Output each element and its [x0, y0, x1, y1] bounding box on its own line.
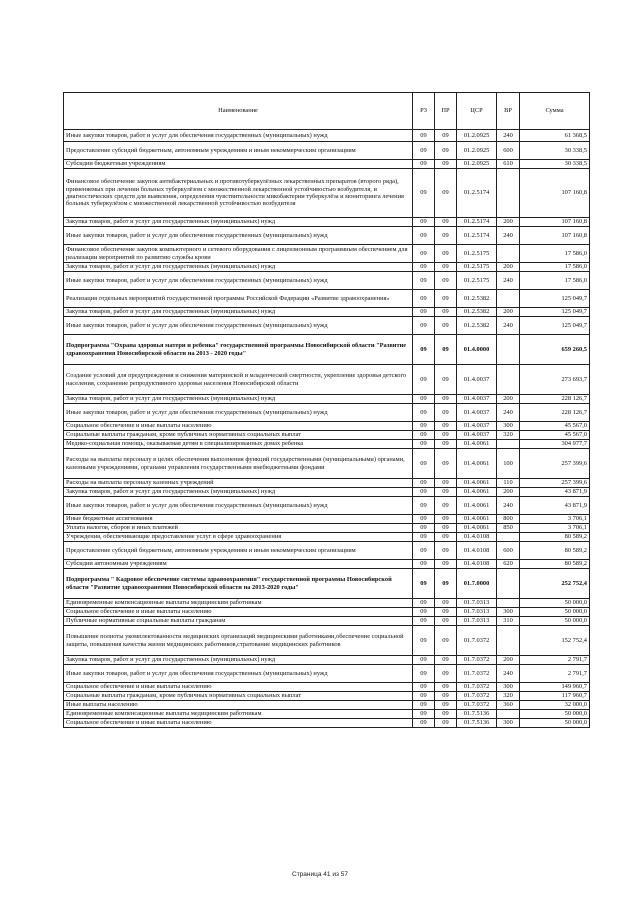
cell-vr: 600 — [497, 142, 520, 160]
cell-sum: 2 791,7 — [520, 656, 590, 665]
cell-sum: 50 000,0 — [520, 617, 590, 626]
cell-rz: 09 — [413, 160, 435, 169]
cell-rz: 09 — [413, 365, 435, 395]
cell-pr: 09 — [435, 692, 457, 701]
cell-csr: 01.2.0925 — [457, 130, 497, 142]
cell-pr: 09 — [435, 617, 457, 626]
cell-vr: 300 — [497, 608, 520, 617]
cell-vr: 850 — [497, 524, 520, 533]
page-number: Страница 41 из 57 — [292, 871, 348, 878]
cell-rz: 09 — [413, 440, 435, 449]
cell-rz: 09 — [413, 599, 435, 608]
cell-vr — [497, 710, 520, 719]
cell-vr: 320 — [497, 431, 520, 440]
cell-csr: 01.4.0061 — [457, 440, 497, 449]
cell-vr: 600 — [497, 542, 520, 560]
cell-csr: 01.4.0108 — [457, 533, 497, 542]
cell-name: Подпрограмма " Кадровое обеспечение системы здравоохранения" государственной программы Новосибирской области "Развитие здравоохранения Новосибирской области на 2013-2020 годы" — [64, 569, 413, 599]
cell-rz: 09 — [413, 335, 435, 365]
cell-vr — [497, 599, 520, 608]
table-row — [64, 599, 590, 608]
cell-vr — [497, 626, 520, 656]
cell-pr: 09 — [435, 169, 457, 218]
header-rz: РЗ — [413, 93, 435, 130]
cell-pr: 09 — [435, 665, 457, 683]
cell-vr: 610 — [497, 160, 520, 169]
table-row — [64, 569, 590, 599]
table-row — [64, 479, 590, 488]
cell-pr: 09 — [435, 130, 457, 142]
cell-sum: 43 871,9 — [520, 497, 590, 515]
cell-sum: 80 589,2 — [520, 533, 590, 542]
table-row — [64, 719, 590, 728]
cell-vr — [497, 245, 520, 263]
cell-rz: 09 — [413, 227, 435, 245]
table-header-row — [64, 93, 590, 130]
cell-name: Субсидии бюджетным учреждениям — [64, 160, 413, 169]
cell-pr: 09 — [435, 245, 457, 263]
cell-pr: 09 — [435, 365, 457, 395]
cell-csr: 01.7.0372 — [457, 665, 497, 683]
cell-csr: 01.2.5175 — [457, 263, 497, 272]
header-pr: ПР — [435, 93, 457, 130]
cell-sum: 3 706,1 — [520, 524, 590, 533]
cell-sum: 152 752,4 — [520, 626, 590, 656]
cell-rz: 09 — [413, 488, 435, 497]
cell-csr: 01.4.0037 — [457, 395, 497, 404]
cell-vr: 200 — [497, 656, 520, 665]
cell-csr: 01.2.5175 — [457, 245, 497, 263]
cell-pr: 09 — [435, 542, 457, 560]
cell-vr: 310 — [497, 617, 520, 626]
cell-csr: 01.2.5174 — [457, 227, 497, 245]
cell-vr — [497, 533, 520, 542]
cell-vr: 100 — [497, 449, 520, 479]
cell-vr: 620 — [497, 560, 520, 569]
header-sum: Сумма — [520, 93, 590, 130]
cell-vr: 800 — [497, 515, 520, 524]
table-row — [64, 542, 590, 560]
cell-sum: 61 368,5 — [520, 130, 590, 142]
cell-vr: 110 — [497, 479, 520, 488]
cell-rz: 09 — [413, 542, 435, 560]
cell-csr: 01.4.0108 — [457, 542, 497, 560]
table-row — [64, 245, 590, 263]
cell-sum: 273 693,7 — [520, 365, 590, 395]
table-row — [64, 626, 590, 656]
cell-csr: 01.4.0061 — [457, 479, 497, 488]
table-row — [64, 515, 590, 524]
cell-sum: 43 871,9 — [520, 488, 590, 497]
table-row — [64, 160, 590, 169]
cell-csr: 01.4.0061 — [457, 524, 497, 533]
cell-rz: 09 — [413, 404, 435, 422]
cell-name: Единовременные компенсационные выплаты медицинским работникам — [64, 710, 413, 719]
cell-pr: 09 — [435, 683, 457, 692]
cell-rz: 09 — [413, 701, 435, 710]
cell-csr: 01.4.0000 — [457, 335, 497, 365]
table-row — [64, 440, 590, 449]
cell-pr: 09 — [435, 422, 457, 431]
cell-sum: 117 960,7 — [520, 692, 590, 701]
cell-name: Социальное обеспечение и иные выплаты населению — [64, 719, 413, 728]
table-row — [64, 497, 590, 515]
table-row — [64, 227, 590, 245]
cell-csr: 01.4.0037 — [457, 431, 497, 440]
cell-csr: 01.7.0313 — [457, 617, 497, 626]
cell-csr: 01.4.0061 — [457, 488, 497, 497]
cell-rz: 09 — [413, 317, 435, 335]
cell-name: Закупка товаров, работ и услуг для государственных (муниципальных) нужд — [64, 395, 413, 404]
cell-rz: 09 — [413, 626, 435, 656]
cell-rz: 09 — [413, 524, 435, 533]
cell-pr: 09 — [435, 335, 457, 365]
cell-rz: 09 — [413, 449, 435, 479]
cell-rz: 09 — [413, 142, 435, 160]
cell-rz: 09 — [413, 617, 435, 626]
cell-rz: 09 — [413, 569, 435, 599]
cell-sum: 107 160,8 — [520, 169, 590, 218]
cell-sum: 257 399,6 — [520, 479, 590, 488]
cell-name: Публичные нормативные социальные выплаты гражданам — [64, 617, 413, 626]
cell-pr: 09 — [435, 227, 457, 245]
cell-name: Субсидии автономным учреждениям — [64, 560, 413, 569]
cell-vr: 300 — [497, 683, 520, 692]
cell-pr: 09 — [435, 440, 457, 449]
cell-pr: 09 — [435, 533, 457, 542]
cell-name: Закупка товаров, работ и услуг для государственных (муниципальных) нужд — [64, 263, 413, 272]
cell-pr: 09 — [435, 497, 457, 515]
cell-vr: 200 — [497, 395, 520, 404]
cell-sum: 659 260,5 — [520, 335, 590, 365]
cell-sum: 45 567,0 — [520, 422, 590, 431]
cell-name: Иные выплаты населению — [64, 701, 413, 710]
cell-rz: 09 — [413, 497, 435, 515]
cell-sum: 50 000,0 — [520, 599, 590, 608]
cell-name: Социальное обеспечение и иные выплаты населению — [64, 608, 413, 617]
cell-csr: 01.4.0061 — [457, 515, 497, 524]
cell-name: Иные закупки товаров, работ и услуг для обеспечения государственных (муниципальных) нужд — [64, 272, 413, 290]
cell-csr: 01.7.0372 — [457, 683, 497, 692]
cell-vr: 360 — [497, 701, 520, 710]
cell-csr: 01.4.0037 — [457, 422, 497, 431]
cell-name: Закупка товаров, работ и услуг для государственных (муниципальных) нужд — [64, 656, 413, 665]
cell-sum: 228 126,7 — [520, 404, 590, 422]
table-row — [64, 317, 590, 335]
cell-name: Социальные выплаты гражданам, кроме публичных нормативных социальных выплат — [64, 431, 413, 440]
cell-csr: 01.7.0372 — [457, 701, 497, 710]
cell-sum: 125 049,7 — [520, 290, 590, 308]
cell-csr: 01.4.0061 — [457, 449, 497, 479]
cell-rz: 09 — [413, 431, 435, 440]
cell-name: Иные закупки товаров, работ и услуг для обеспечения государственных (муниципальных) нужд — [64, 404, 413, 422]
cell-rz: 09 — [413, 719, 435, 728]
cell-rz: 09 — [413, 245, 435, 263]
cell-rz: 09 — [413, 710, 435, 719]
cell-vr — [497, 440, 520, 449]
cell-pr: 09 — [435, 656, 457, 665]
table-row — [64, 422, 590, 431]
table-row — [64, 617, 590, 626]
table-row — [64, 560, 590, 569]
cell-pr: 09 — [435, 479, 457, 488]
cell-name: Подпрограмма "Охрана здоровья матери и ребенка" государственной программы Новосибирской области "Развитие здравоохранения Новосибирской области на 2013 - 2020 годы" — [64, 335, 413, 365]
cell-pr: 09 — [435, 404, 457, 422]
cell-csr: 01.7.0372 — [457, 626, 497, 656]
cell-pr: 09 — [435, 488, 457, 497]
cell-name: Единовременные компенсационные выплаты медицинским работникам — [64, 599, 413, 608]
cell-csr: 01.2.5174 — [457, 218, 497, 227]
cell-name: Учреждения, обеспечивающие предоставление услуг в сфере здравоохранения — [64, 533, 413, 542]
cell-name: Повышение полноты укомплектованности медицинских организаций медицинскими работниками,обеспечение социальной защиты, повышения качества жизни медицинских работников,стратование медицинских работников — [64, 626, 413, 656]
cell-vr: 200 — [497, 218, 520, 227]
table-row — [64, 218, 590, 227]
cell-name: Социальное обеспечение и иные выплаты населению — [64, 422, 413, 431]
cell-csr: 01.4.0037 — [457, 365, 497, 395]
cell-rz: 09 — [413, 395, 435, 404]
cell-pr: 09 — [435, 290, 457, 308]
table-row — [64, 290, 590, 308]
cell-csr: 01.4.0037 — [457, 404, 497, 422]
cell-name: Иные бюджетные ассигнования — [64, 515, 413, 524]
cell-sum: 107 160,8 — [520, 227, 590, 245]
table-row — [64, 142, 590, 160]
header-name: Наименование — [64, 93, 413, 130]
cell-csr: 01.7.0372 — [457, 692, 497, 701]
table-row — [64, 395, 590, 404]
cell-csr: 01.2.5382 — [457, 317, 497, 335]
cell-rz: 09 — [413, 656, 435, 665]
cell-csr: 01.2.0925 — [457, 142, 497, 160]
cell-name: Финансовое обеспечение закупок компьютерного и сетевого оборудования с лицензионным программным обеспечением для реализации мероприятий по развитию службы крови — [64, 245, 413, 263]
cell-name: Уплата налогов, сборов и иных платежей — [64, 524, 413, 533]
cell-pr: 09 — [435, 317, 457, 335]
table-row — [64, 263, 590, 272]
cell-csr: 01.2.5382 — [457, 308, 497, 317]
cell-name: Социальное обеспечение и иные выплаты населению — [64, 683, 413, 692]
cell-pr: 09 — [435, 626, 457, 656]
cell-csr: 01.7.0372 — [457, 656, 497, 665]
cell-sum: 30 338,5 — [520, 142, 590, 160]
cell-name: Иные закупки товаров, работ и услуг для обеспечения государственных (муниципальных) нужд — [64, 227, 413, 245]
cell-name: Расходы на выплаты персоналу в целях обеспечения выполнения функций государственными (муниципальными) органами, казенными учреждениями, органами управления государственными внебюджетными фондами — [64, 449, 413, 479]
cell-sum: 2 791,7 — [520, 665, 590, 683]
cell-name: Реализация отдельных мероприятий государственной программы Российской Федерации «Развитие здравоохранения» — [64, 290, 413, 308]
cell-vr — [497, 569, 520, 599]
cell-name: Иные закупки товаров, работ и услуг для обеспечения государственных (муниципальных) нужд — [64, 665, 413, 683]
table-row — [64, 308, 590, 317]
cell-vr: 320 — [497, 692, 520, 701]
cell-pr: 09 — [435, 608, 457, 617]
cell-pr: 09 — [435, 272, 457, 290]
cell-pr: 09 — [435, 395, 457, 404]
cell-csr: 01.7.5136 — [457, 710, 497, 719]
cell-csr: 01.4.0108 — [457, 560, 497, 569]
cell-vr: 200 — [497, 263, 520, 272]
cell-vr: 200 — [497, 308, 520, 317]
cell-csr: 01.4.0061 — [457, 497, 497, 515]
cell-pr: 09 — [435, 263, 457, 272]
cell-pr: 09 — [435, 710, 457, 719]
cell-sum: 228 126,7 — [520, 395, 590, 404]
cell-vr: 240 — [497, 130, 520, 142]
budget-table — [63, 92, 590, 728]
cell-rz: 09 — [413, 290, 435, 308]
cell-pr: 09 — [435, 701, 457, 710]
table-row — [64, 608, 590, 617]
table-row — [64, 488, 590, 497]
cell-sum: 17 586,0 — [520, 263, 590, 272]
cell-vr — [497, 290, 520, 308]
header-vr: ВР — [497, 93, 520, 130]
cell-name: Финансовое обеспечение закупок антибактериальных и противотуберкулёзных лекарственных препаратов (второго ряда), применяемых при лечении больных туберкулёзом с множественной лекарственной устойчивостью возбудителя, и диагностических средств для выявления, определения чувствительности микобактерии туберкулёза и мониторинга лечения больных туберкулёзом с множественной лекарственной устойчивостью возбудителя — [64, 169, 413, 218]
cell-csr: 01.2.5175 — [457, 272, 497, 290]
cell-rz: 09 — [413, 533, 435, 542]
cell-name: Создание условий для предупреждения и снижения материнской и младенческой смертности, укрепление здоровья детского населения, сохранение репродуктивного здоровья населения Новосибирской области — [64, 365, 413, 395]
table-row — [64, 524, 590, 533]
cell-rz: 09 — [413, 479, 435, 488]
cell-sum: 80 589,2 — [520, 560, 590, 569]
cell-rz: 09 — [413, 665, 435, 683]
cell-sum: 17 586,0 — [520, 245, 590, 263]
cell-pr: 09 — [435, 524, 457, 533]
cell-sum: 252 752,4 — [520, 569, 590, 599]
table-row — [64, 130, 590, 142]
cell-sum: 45 567,0 — [520, 431, 590, 440]
cell-name: Закупка товаров, работ и услуг для государственных (муниципальных) нужд — [64, 218, 413, 227]
cell-pr: 09 — [435, 719, 457, 728]
cell-name: Закупка товаров, работ и услуг для государственных (муниципальных) нужд — [64, 488, 413, 497]
cell-vr: 240 — [497, 497, 520, 515]
cell-rz: 09 — [413, 608, 435, 617]
table-row — [64, 692, 590, 701]
cell-name: Иные закупки товаров, работ и услуг для обеспечения государственных (муниципальных) нужд — [64, 497, 413, 515]
cell-rz: 09 — [413, 263, 435, 272]
table-row — [64, 683, 590, 692]
cell-sum: 50 000,0 — [520, 608, 590, 617]
table-row — [64, 533, 590, 542]
cell-name: Иные закупки товаров, работ и услуг для обеспечения государственных (муниципальных) нужд — [64, 317, 413, 335]
cell-pr: 09 — [435, 599, 457, 608]
cell-vr: 200 — [497, 488, 520, 497]
cell-vr: 240 — [497, 665, 520, 683]
cell-name: Иные закупки товаров, работ и услуг для обеспечения государственных (муниципальных) нужд — [64, 130, 413, 142]
cell-name: Социальные выплаты гражданам, кроме публичных нормативных социальных выплат — [64, 692, 413, 701]
cell-pr: 09 — [435, 569, 457, 599]
cell-csr: 01.7.0000 — [457, 569, 497, 599]
table-row — [64, 701, 590, 710]
cell-sum: 257 399,6 — [520, 449, 590, 479]
cell-rz: 09 — [413, 683, 435, 692]
cell-sum: 80 589,2 — [520, 542, 590, 560]
cell-vr: 300 — [497, 719, 520, 728]
table-row — [64, 710, 590, 719]
table-row — [64, 449, 590, 479]
cell-name: Медико-социальная помощь, оказываемая детям в специализированных домах ребенка — [64, 440, 413, 449]
cell-rz: 09 — [413, 515, 435, 524]
cell-sum: 50 000,0 — [520, 719, 590, 728]
cell-rz: 09 — [413, 422, 435, 431]
cell-rz: 09 — [413, 272, 435, 290]
cell-csr: 01.2.5174 — [457, 169, 497, 218]
table-row — [64, 272, 590, 290]
cell-name: Предоставление субсидий бюджетным, автономным учреждениям и иным некоммерческим организациям — [64, 542, 413, 560]
table-row — [64, 335, 590, 365]
cell-csr: 01.7.0313 — [457, 608, 497, 617]
cell-vr: 240 — [497, 404, 520, 422]
cell-pr: 09 — [435, 308, 457, 317]
header-csr: ЦСР — [457, 93, 497, 130]
cell-pr: 09 — [435, 515, 457, 524]
cell-rz: 09 — [413, 308, 435, 317]
cell-rz: 09 — [413, 218, 435, 227]
table-row — [64, 665, 590, 683]
cell-csr: 01.2.5382 — [457, 290, 497, 308]
table-row — [64, 404, 590, 422]
cell-vr: 240 — [497, 317, 520, 335]
table-row — [64, 656, 590, 665]
cell-pr: 09 — [435, 160, 457, 169]
cell-vr: 240 — [497, 272, 520, 290]
cell-vr: 240 — [497, 227, 520, 245]
cell-pr: 09 — [435, 560, 457, 569]
table-body — [64, 130, 590, 728]
cell-csr: 01.2.0925 — [457, 160, 497, 169]
cell-vr — [497, 365, 520, 395]
cell-sum: 50 000,0 — [520, 710, 590, 719]
cell-name: Предоставление субсидий бюджетным, автономным учреждениям и иным некоммерческим организациям — [64, 142, 413, 160]
cell-sum: 17 586,0 — [520, 272, 590, 290]
cell-rz: 09 — [413, 130, 435, 142]
cell-sum: 304 977,7 — [520, 440, 590, 449]
cell-name: Расходы на выплаты персоналу казенных учреждений — [64, 479, 413, 488]
table-row — [64, 431, 590, 440]
table-row — [64, 365, 590, 395]
cell-sum: 107 160,8 — [520, 218, 590, 227]
cell-pr: 09 — [435, 449, 457, 479]
cell-pr: 09 — [435, 431, 457, 440]
cell-csr: 01.7.0313 — [457, 599, 497, 608]
cell-sum: 149 960,7 — [520, 683, 590, 692]
cell-sum: 125 049,7 — [520, 308, 590, 317]
cell-rz: 09 — [413, 169, 435, 218]
cell-pr: 09 — [435, 218, 457, 227]
cell-sum: 3 706,1 — [520, 515, 590, 524]
cell-sum: 30 338,5 — [520, 160, 590, 169]
cell-name: Закупка товаров, работ и услуг для государственных (муниципальных) нужд — [64, 308, 413, 317]
table-row — [64, 169, 590, 218]
cell-vr — [497, 335, 520, 365]
cell-rz: 09 — [413, 560, 435, 569]
cell-vr — [497, 169, 520, 218]
cell-pr: 09 — [435, 142, 457, 160]
cell-csr: 01.7.5136 — [457, 719, 497, 728]
cell-sum: 125 049,7 — [520, 317, 590, 335]
cell-rz: 09 — [413, 692, 435, 701]
cell-sum: 32 000,0 — [520, 701, 590, 710]
cell-vr: 300 — [497, 422, 520, 431]
